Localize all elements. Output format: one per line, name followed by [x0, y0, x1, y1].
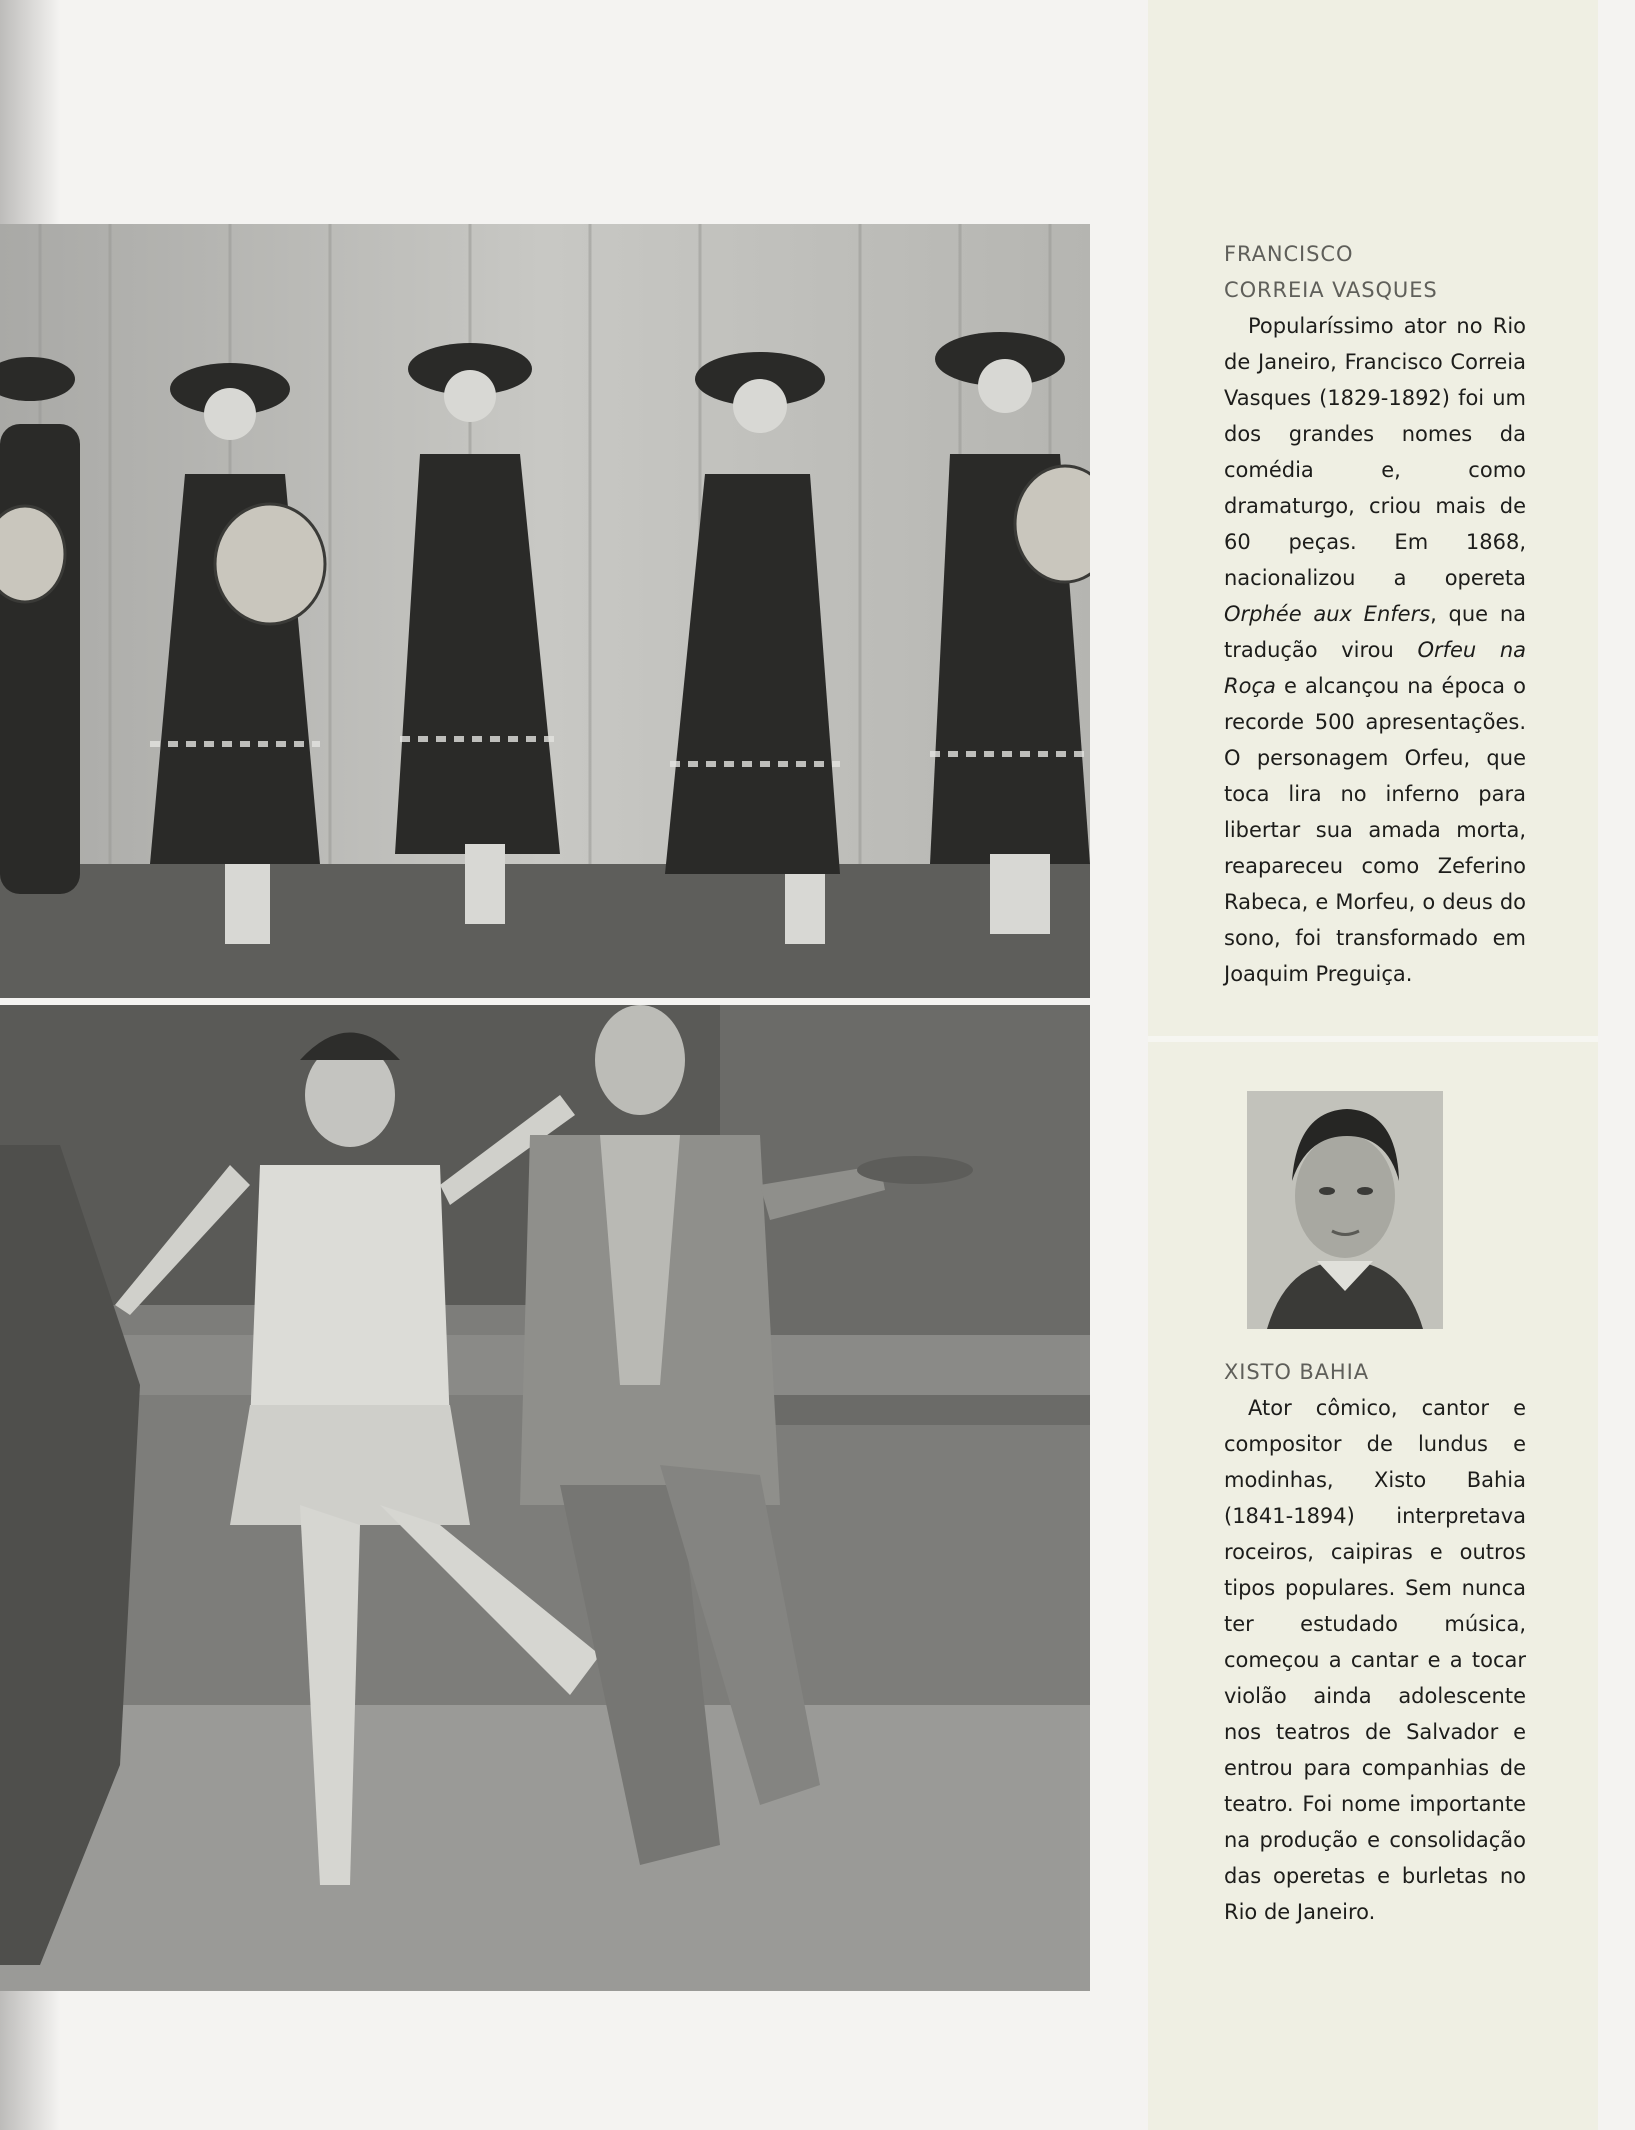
bio-francisco-correia-vasques: [1224, 236, 1526, 992]
photo-mandolin-players: [0, 224, 1090, 998]
work-title-translated: Orfeu na Roça: [1224, 638, 1526, 698]
bio-xisto-bahia: [1224, 1354, 1526, 1930]
work-title-original: Orphée aux Enfers: [1224, 602, 1431, 626]
bio-text-bahia: Ator cômico, cantor e compositor de lundus e modinhas, Xisto Bahia (1841-1894) interpretava roceiros, caipiras e outros tipos populares. Sem nunca ter estudado música, começou a cantar e a tocar violão ainda adolescente nos teatros de Salvador e entrou para companhias de teatro. Foi nome importante na produção e consolidação das operetas e burletas no Rio de Janeiro.: [1224, 1396, 1526, 1924]
photo-dancing-couple: [0, 1005, 1090, 1991]
bio-text-part3: e alcançou na época o recorde 500 apresentações. O personagem Orfeu, que toca lira no inferno para libertar sua amada morta, reapareceu como Zeferino Rabeca, e Morfeu, o deus do sono, foi transformado em Joaquim Preguiça.: [1224, 674, 1526, 986]
sidebar-divider: [1148, 1036, 1598, 1042]
photo-divider: [0, 998, 1090, 1005]
bio-text-part2: , que na tradução virou: [1224, 602, 1526, 662]
bio-name-vasques: [1224, 236, 1526, 308]
bio-name-line2: CORREIA VASQUES: [1224, 278, 1438, 302]
bio-text-part1: Popularíssimo ator no Rio de Janeiro, Francisco Correia Vasques (1829-1892) foi um dos grandes nomes da comédia e, como dramaturgo, criou mais de 60 peças. Em 1868, nacionalizou a opereta: [1224, 314, 1526, 590]
bio-name-line1: FRANCISCO: [1224, 242, 1354, 266]
bio-name-bahia: XISTO BAHIA: [1224, 1360, 1369, 1384]
portrait-xisto-bahia: [1247, 1091, 1443, 1329]
bio-text-vasques: [1224, 308, 1526, 992]
